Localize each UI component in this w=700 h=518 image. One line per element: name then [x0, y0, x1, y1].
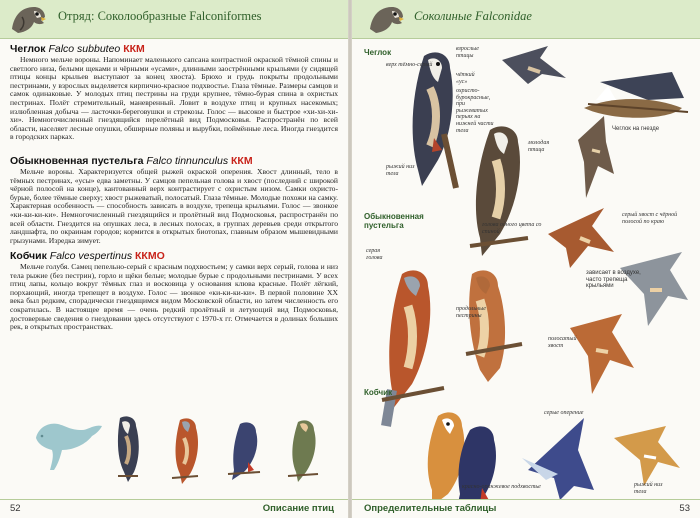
page-number: 53: [679, 503, 690, 514]
annotation: полосатый хвост: [548, 336, 577, 349]
right-footer: [352, 499, 700, 518]
identification-plate: [352, 38, 700, 500]
falcon-head-icon: [8, 3, 48, 35]
annotation: охристо-бурокрасные, при рыжеватых перьях на нижней части тела: [456, 88, 494, 134]
pigeon-silhouette: [36, 424, 102, 470]
annotation: взрослые птицы: [456, 46, 479, 59]
species-label-kestrel: Обыкновенная пустельга: [364, 212, 424, 230]
annotation: рыжий низ тела: [386, 164, 415, 177]
red-footed-falcon-small: [228, 422, 260, 480]
hobby-on-nest: [584, 72, 688, 118]
right-header: [352, 0, 700, 39]
section-heading: Обыкновенная пустельга Falco tinnunculus ККМ: [10, 155, 253, 167]
section-heading: Кобчик Falco vespertinus ККМО: [10, 250, 165, 262]
annotation: серый хвост с чёрной полосой по краю: [622, 212, 678, 225]
annotation: серая голова: [366, 248, 383, 261]
section-text: Немного мельче вороны. Напоминает маленького сапсана контрастной окраской тёмной спины и светлого низа, белыми щеками и чёрными «усами», длинными заострёнными крыльями (у сидящей птицы концы крыльев выступают за конец хвоста). Брюхо и грудь покрыты продольными пестринами, у взрослых выделяется кирпично-красное подхвостье. Глаза тёмные. Размеры самцов и самок одинаковые. У молодых птиц пестрины на груди крупнее, тёмно-бурая спина в охристых пестринах. Полёт стремительный, маневренный. Ловит в воздухе птиц и крупных насекомых; излюбленная добыча — ласточки-береговушки и стрекозы. Голос — высокое и быстрое «хи-хи-хи-хи». Немногочисленный гнездящийся перелётный вид Подмосковья. Распространён по всей области, населяет лесные опушки, обширные поляны и вырубки, поймённые леса. Иногда гнездится в городских парках.: [10, 55, 338, 142]
hobby-adult-perched: [413, 52, 456, 188]
hobby-flying: [502, 46, 566, 84]
footer-title: Описание птиц: [262, 503, 334, 514]
falcon-head-icon: [366, 3, 406, 35]
hobby-small: [118, 416, 139, 482]
species-label-red-footed: Кобчик: [364, 388, 393, 397]
red-footed-female-perched: [428, 412, 465, 500]
kestrel-small: [172, 418, 198, 484]
annotation: чёткий «ус»: [456, 72, 475, 85]
annotation: красно-оранжевое подхвостье: [462, 484, 541, 490]
section-text: Мельче голубя. Самец пепельно-серый с красным подхвостьем; у самки верх серый, голова и низ тела рыжие (без пестрин), горло и щёки белые; молодые бурые с продольными пестринами. У всех птиц лапы, кольцо вокруг тёмных глаз и восковица у основания клюва красные. Полёт лёгкий, порхающий, иногда трепещет в воздухе. Голос — звонкое «ки-ки-ки-ки». В первой половине XX века был редким, спорадически гнездящимся видом Московской области, но затем численность его сократилась. В настоящее время — очень редкий пролётный и летующий вид Подмосковья, достоверные сведения о гнездовании здесь отсутствуют с 1970-х гг. Отмечается в долинах больших рек, в открытых пространствах.: [10, 262, 338, 332]
annotation: серые оперение: [544, 410, 584, 416]
footer-title: Определительные таблицы: [364, 503, 497, 514]
kestrel-flying-female: [570, 314, 634, 394]
section-kestrel: [10, 155, 338, 245]
species-label-hobby: Чеглок: [364, 48, 392, 57]
page-number: 52: [10, 503, 21, 514]
right-header-title: Соколиные Falconidae: [414, 9, 532, 23]
left-header-title: Отряд: Соколообразные Falconiformes: [58, 9, 262, 23]
annotation: молодая птица: [528, 140, 550, 153]
right-page: [352, 0, 700, 518]
kestrel-female-perched: [466, 270, 522, 382]
section-heading: Чеглок Falco subbuteo ККМ: [10, 43, 145, 55]
size-comparison-birds: [22, 400, 342, 488]
kestrel-male-perched: [382, 270, 444, 426]
section-red-footed-falcon: [10, 250, 338, 332]
annotation: голова одного цвета со спиной: [482, 222, 542, 235]
section-text: Мельче вороны. Характеризуется общей рыжей окраской оперения. Хвост длинный, тело в тёмных пестринах, «усы» едва заметны. У самцов пепельная голова и хвост (последний с широкой чёрной полосой на конце), кантованный верх контрастирует с охристым низом. Самки охристо-бурые, более тёмные сверху; хвост рыжеватый, полосатый. Глаза тёмные. Молодые похожи на самку. Характерная особенность — способность зависать в воздухе, трепеща крыльями. Голос — звонкое «ки-ки-ки-ки». Немногочисленный гнездящийся и пролётный вид Подмосковья, распространён по всей области. Гнездится на опушках леса, в лесных полосах, в группах деревьев среди открытого ландшафта, по окраинам городов; кормится в открытых биотопах, главным образом мышевидными грызунами. Изредка зимует.: [10, 167, 338, 245]
left-header: [0, 0, 348, 39]
red-footed-flying-female: [614, 426, 680, 486]
annotation: Чеглок на гнезде: [612, 126, 660, 132]
section-hobby: [10, 43, 338, 142]
hobby-juvenile-flying: [578, 116, 614, 198]
kestrel-hovering: [548, 208, 614, 268]
hobby-juvenile-perched: [470, 126, 528, 256]
annotation: рыжий низ тела: [634, 482, 663, 495]
left-footer: [0, 499, 348, 518]
left-page: [0, 0, 348, 518]
annotation: продольные пестрины: [456, 306, 486, 319]
annotation: зависает в воздухе, часто трепеща крыльями: [586, 270, 641, 290]
annotation: верх тёмно-серый: [386, 62, 433, 68]
red-footed-female-small: [288, 420, 318, 482]
